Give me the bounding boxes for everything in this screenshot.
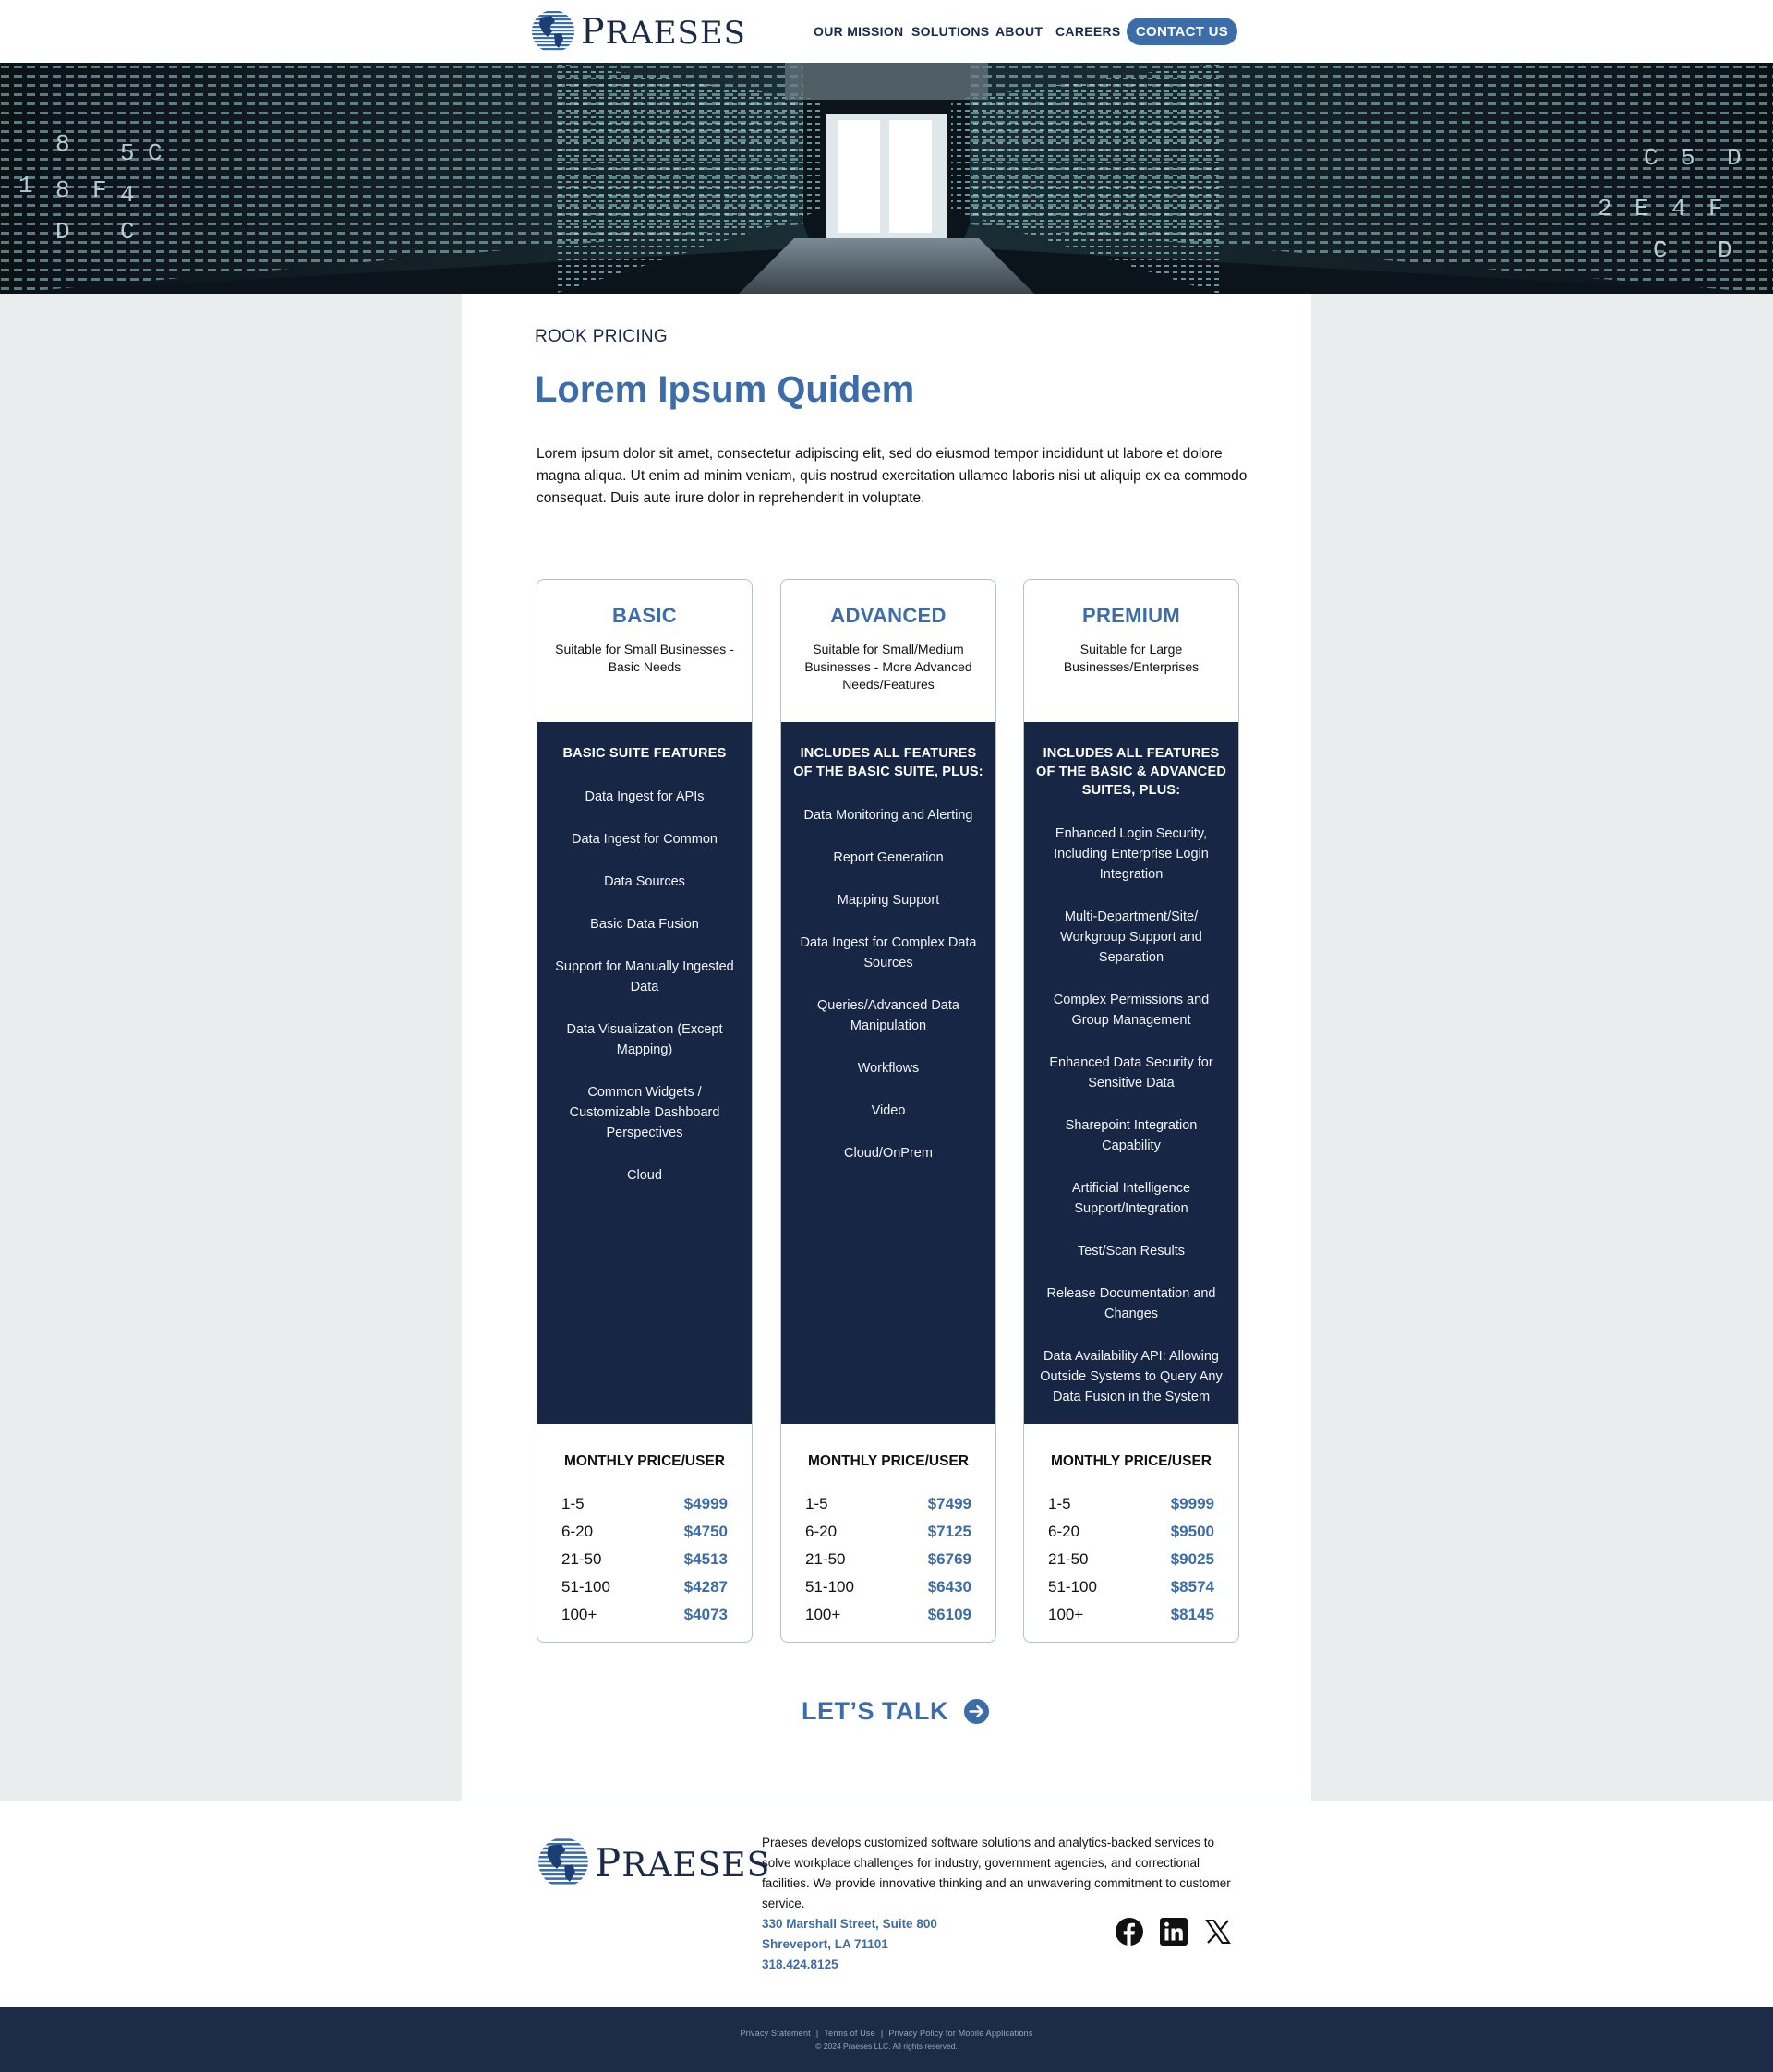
- plan-features: [537, 722, 752, 1424]
- plan-card-basic: [537, 579, 753, 1643]
- price-row: [1024, 1573, 1238, 1601]
- plan-subtitle: Suitable for Small/Medium Businesses - More Advanced Needs/Features: [804, 642, 972, 692]
- price-tier: 51-100: [1048, 1578, 1097, 1596]
- feature-item: Sharepoint Integration Capability: [1065, 1118, 1198, 1153]
- price-amount: $8574: [1170, 1578, 1214, 1596]
- facebook-icon[interactable]: [1115, 1917, 1144, 1946]
- feature-item: Video: [871, 1103, 906, 1118]
- price-row: [1024, 1601, 1238, 1629]
- plan-pricing: [1024, 1424, 1238, 1644]
- feature-item: Release Documentation and Changes: [1046, 1286, 1216, 1321]
- feature-item: Common Widgets / Customizable Dashboard Perspectives: [569, 1085, 720, 1140]
- feature-item: Test/Scan Results: [1077, 1244, 1186, 1259]
- price-heading: MONTHLY PRICE/USER: [808, 1453, 969, 1469]
- svg-text:D: D: [1727, 144, 1742, 172]
- phone-link[interactable]: 318.424.8125: [762, 1958, 838, 1971]
- footer-description: Praeses develops customized software solutions and analytics-backed services to solve workplace challenges for industry, government agencies, and correctional facilities. We provide innovative thinking and an unwavering commitment to customer service.: [762, 1836, 1231, 1910]
- price-tier: 51-100: [561, 1578, 610, 1596]
- nav-careers[interactable]: [1055, 0, 1121, 63]
- plan-pricing: [781, 1424, 995, 1644]
- price-row: [537, 1546, 752, 1573]
- intro-paragraph: Lorem ipsum dolor sit amet, consectetur adipiscing elit, sed do eiusmod tempor incididunt ut labore et dolore magna aliqua. Ut enim ad minim veniam, quis nostrud exercitation ullamco laboris nisi ut aliquip ex ea commodo consequat. Duis aute irure dolor in reprehenderit in voluptate.: [537, 446, 1248, 506]
- nav-our-mission[interactable]: [814, 0, 903, 63]
- price-row: [537, 1601, 752, 1629]
- svg-text:4: 4: [120, 181, 135, 209]
- price-tier: 1-5: [805, 1495, 828, 1512]
- pricing-section: [462, 294, 1311, 1801]
- feature-item: Queries/Advanced Data Manipulation: [817, 998, 959, 1033]
- x-icon[interactable]: [1203, 1917, 1233, 1946]
- lets-talk-link[interactable]: [802, 1697, 990, 1726]
- nav-link[interactable]: OUR MISSION: [814, 24, 904, 39]
- feature-item: Enhanced Data Security for Sensitive Data: [1049, 1055, 1213, 1090]
- svg-text:2: 2: [1598, 195, 1612, 223]
- svg-text:8: 8: [55, 176, 70, 204]
- price-tier: 1-5: [1048, 1495, 1071, 1512]
- plan-name: BASIC: [612, 604, 677, 627]
- hero-banner-image: [0, 63, 1773, 294]
- plan-header: [1024, 580, 1238, 722]
- cta-label[interactable]: LET’S TALK: [802, 1697, 948, 1725]
- price-heading: MONTHLY PRICE/USER: [1051, 1453, 1212, 1469]
- svg-text:D: D: [55, 218, 70, 246]
- price-table: [1024, 1490, 1238, 1629]
- plan-name: PREMIUM: [1082, 604, 1180, 627]
- features-list: [537, 787, 752, 1186]
- price-amount: $6109: [927, 1606, 971, 1623]
- features-heading: INCLUDES ALL FEATURES OF THE BASIC & ADVANCED SUITES, PLUS:: [1036, 746, 1226, 798]
- plan-features: [781, 722, 995, 1424]
- footer-logo[interactable]: [537, 1837, 770, 1888]
- price-tier: 21-50: [1048, 1550, 1089, 1568]
- price-tier: 100+: [1048, 1606, 1084, 1623]
- plan-pricing: [537, 1424, 752, 1644]
- svg-text:D: D: [1718, 236, 1732, 264]
- price-amount: $4513: [683, 1550, 728, 1568]
- nav-solutions[interactable]: [911, 0, 989, 63]
- feature-item: Data Ingest for Common: [572, 832, 718, 847]
- price-tier: 51-100: [805, 1578, 854, 1596]
- svg-text:C: C: [148, 139, 163, 167]
- feature-item: Mapping Support: [837, 893, 940, 908]
- contact-us-button[interactable]: CONTACT US: [1127, 18, 1237, 45]
- svg-text:C: C: [1653, 236, 1668, 264]
- server-corridor-image: [0, 63, 1773, 294]
- plan-header: [537, 580, 752, 722]
- price-table: [781, 1490, 995, 1629]
- features-heading: BASIC SUITE FEATURES: [562, 746, 727, 761]
- price-row: [537, 1490, 752, 1518]
- feature-item: Cloud: [627, 1168, 662, 1183]
- price-amount: $9025: [1170, 1550, 1214, 1568]
- feature-item: Complex Permissions and Group Management: [1053, 993, 1210, 1028]
- svg-text:4: 4: [1671, 195, 1686, 223]
- price-row: [781, 1490, 995, 1518]
- mobile-privacy-policy-link[interactable]: Privacy Policy for Mobile Applications: [888, 2029, 1033, 2038]
- price-amount: $9500: [1170, 1523, 1214, 1540]
- plan-features: [1024, 722, 1238, 1424]
- price-tier: 1-5: [561, 1495, 585, 1512]
- copyright-text: © 2024 Praeses LLC. All rights reserved.: [815, 2042, 958, 2051]
- privacy-statement-link[interactable]: Privacy Statement: [740, 2029, 811, 2038]
- globe-logo-icon: [537, 1837, 589, 1888]
- price-tier: 21-50: [805, 1550, 846, 1568]
- price-row: [781, 1573, 995, 1601]
- legal-links: Privacy Statement | Terms of Use | Privacy Policy for Mobile Applications: [740, 2029, 1033, 2038]
- price-amount: $9999: [1170, 1495, 1214, 1512]
- price-row: [781, 1518, 995, 1546]
- price-amount: $7499: [927, 1495, 971, 1512]
- feature-item: Workflows: [857, 1061, 920, 1076]
- svg-text:5: 5: [120, 139, 135, 167]
- features-list: [1024, 824, 1238, 1407]
- arrow-right-circle-icon[interactable]: [963, 1698, 990, 1725]
- price-row: [1024, 1490, 1238, 1518]
- price-amount: $6430: [927, 1578, 971, 1596]
- price-row: [1024, 1546, 1238, 1573]
- price-row: [781, 1546, 995, 1573]
- terms-of-use-link[interactable]: Terms of Use: [824, 2029, 875, 2038]
- svg-text:F: F: [92, 176, 107, 204]
- price-tier: 100+: [561, 1606, 597, 1623]
- svg-text:C: C: [120, 218, 135, 246]
- logo-wordmark: PRAESES: [595, 1839, 771, 1885]
- feature-item: Artificial Intelligence Support/Integration: [1071, 1181, 1191, 1216]
- svg-text:5: 5: [1681, 144, 1695, 172]
- feature-item: Report Generation: [833, 850, 944, 865]
- feature-item: Data Sources: [604, 874, 685, 889]
- nav-link[interactable]: ABOUT: [995, 24, 1043, 39]
- svg-text:E: E: [1634, 195, 1649, 223]
- logo-wordmark: PRAESES: [581, 11, 746, 52]
- price-row: [1024, 1518, 1238, 1546]
- feature-item: Basic Data Fusion: [590, 917, 699, 932]
- nav-link[interactable]: SOLUTIONS: [911, 24, 990, 39]
- price-amount: $7125: [927, 1523, 971, 1540]
- price-amount: $6769: [927, 1550, 971, 1568]
- feature-item: Data Ingest for Complex Data Sources: [800, 935, 977, 970]
- nav-about[interactable]: [995, 0, 1043, 63]
- feature-item: Data Ingest for APIs: [585, 789, 705, 804]
- plan-name: ADVANCED: [830, 604, 947, 627]
- price-tier: 100+: [805, 1606, 841, 1623]
- svg-text:1: 1: [18, 172, 33, 199]
- features-list: [781, 805, 995, 1163]
- globe-logo-icon: [531, 9, 575, 54]
- price-row: [537, 1573, 752, 1601]
- footer-contact-info: [762, 1914, 937, 1975]
- price-amount: $4287: [683, 1578, 728, 1596]
- social-links: [1115, 1917, 1248, 1946]
- price-amount: $8145: [1170, 1606, 1214, 1623]
- page-title: Lorem Ipsum Quidem: [535, 369, 915, 410]
- plan-header: [781, 580, 995, 722]
- feature-item: Data Monitoring and Alerting: [803, 808, 973, 823]
- feature-item: Data Availability API: Allowing Outside Systems to Query Any Data Fusion in the System: [1040, 1349, 1223, 1404]
- price-tier: 6-20: [805, 1523, 838, 1540]
- site-header: [0, 0, 1773, 63]
- site-logo[interactable]: [531, 7, 746, 55]
- feature-item: Data Visualization (Except Mapping): [566, 1022, 723, 1057]
- feature-item: Enhanced Login Security, Including Enterprise Login Integration: [1054, 826, 1209, 882]
- price-amount: $4999: [683, 1495, 728, 1512]
- svg-text:C: C: [1644, 144, 1658, 172]
- price-row: [781, 1601, 995, 1629]
- address-line-1[interactable]: 330 Marshall Street, Suite 800: [762, 1917, 937, 1931]
- price-tier: 21-50: [561, 1550, 602, 1568]
- plan-subtitle: Suitable for Large Businesses/Enterprises: [1063, 642, 1200, 674]
- plan-card-premium: [1023, 579, 1239, 1643]
- price-amount: $4750: [683, 1523, 728, 1540]
- price-tier: 6-20: [561, 1523, 594, 1540]
- price-table: [537, 1490, 752, 1629]
- price-tier: 6-20: [1048, 1523, 1080, 1540]
- plan-card-advanced: [780, 579, 996, 1643]
- linkedin-icon[interactable]: [1159, 1917, 1188, 1946]
- plan-subtitle: Suitable for Small Businesses - Basic Needs: [555, 642, 734, 674]
- section-eyebrow: ROOK PRICING: [535, 327, 669, 346]
- price-amount: $4073: [683, 1606, 728, 1623]
- nav-link[interactable]: CAREERS: [1055, 24, 1121, 39]
- price-row: [537, 1518, 752, 1546]
- address-line-2[interactable]: Shreveport, LA 71101: [762, 1937, 888, 1951]
- legal-bar: [0, 2007, 1773, 2072]
- feature-item: Multi-Department/Site/ Workgroup Support and Separation: [1060, 910, 1202, 965]
- feature-item: Cloud/OnPrem: [844, 1146, 933, 1161]
- features-heading: INCLUDES ALL FEATURES OF THE BASIC SUITE, PLUS:: [793, 746, 983, 779]
- feature-item: Support for Manually Ingested Data: [555, 959, 734, 994]
- price-heading: MONTHLY PRICE/USER: [564, 1453, 725, 1469]
- svg-text:8: 8: [55, 130, 70, 158]
- site-footer: [0, 1801, 1773, 2007]
- svg-text:F: F: [1708, 195, 1723, 223]
